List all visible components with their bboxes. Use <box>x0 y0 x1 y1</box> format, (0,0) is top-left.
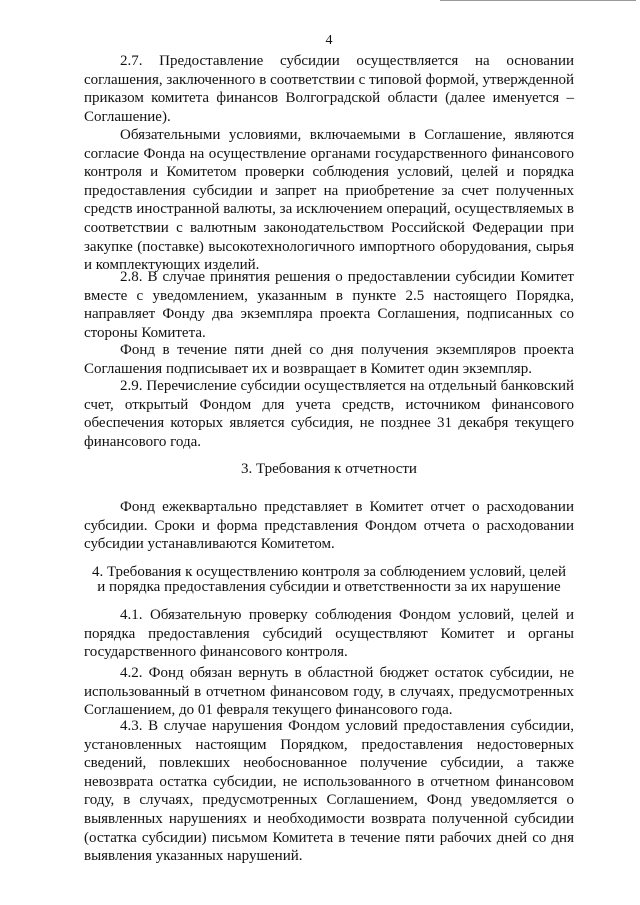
paragraph-4-3: 4.3. В случае нарушения Фондом условий предоставления субсидии, установленных настоящим Порядком, предоставления недостоверных сведений, повлекших необоснованное получение субсидии, а также невозврата остатка субсидии, не использованного в отчетном финансовом году, в случаях, предусмотренных Соглашением, Фонд уведомляется о выявленных нарушениях и необходимости возврата полученной субсидии (остатка субсидии) письмом Комитета в течение пяти рабочих дней со дня выявления указанных нарушений. <box>84 718 574 865</box>
top-edge-line <box>440 0 636 1</box>
page-number: 4 <box>325 33 333 48</box>
paragraph-2-8: 2.8. В случае принятия решения о предоставлении субсидии Комитет вместе с уведомлением, указанным в пункте 2.5 настоящего Порядка, направляет Фонду два экземпляра проекта Соглашения, подписанных со стороны Комитета. <box>84 269 574 341</box>
paragraph-section-3: Фонд ежеквартально представляет в Комитет отчет о расходовании субсидии. Сроки и форма представления Фондом отчета о расходовании субсидии устанавливаются Комитетом. <box>84 499 574 553</box>
section-3-heading: 3. Требования к отчетности <box>241 461 417 477</box>
paragraph-4-1: 4.1. Обязательную проверку соблюдения Фондом условий, целей и порядка предоставления субсидий осуществляют Комитет и органы государственного финансового контроля. <box>84 607 574 661</box>
paragraph-2-7: 2.7. Предоставление субсидии осуществляется на основании соглашения, заключенного в соответствии с типовой формой, утвержденной приказом комитета финансов Волгоградской области (далее именуется – Соглашение). <box>84 53 574 125</box>
section-4-heading-line2: и порядка предоставления субсидии и ответственности за их нарушение <box>97 579 561 595</box>
paragraph-2-8-signing: Фонд в течение пяти дней со дня получения экземпляров проекта Соглашения подписывает их и возвращает в Комитет один экземпляр. <box>84 342 574 377</box>
paragraph-2-7-conditions: Обязательными условиями, включаемыми в Соглашение, являются согласие Фонда на осуществление органами государственного финансового контроля и Комитетом проверки соблюдения условий, целей и порядка предоставления субсидии и запрет на приобретение за счет полученных средств иностранной валюты, за исключением операций, осуществляемых в соответствии с валютным законодательством Российской Федерации при закупке (поставке) высокотехнологичного импортного оборудования, сырья и комплектующих изделий. <box>84 127 574 274</box>
paragraph-2-9: 2.9. Перечисление субсидии осуществляется на отдельный банковский счет, открытый Фондом для учета средств, источником финансового обеспечения которых является субсидия, не позднее 31 декабря текущего финансового года. <box>84 378 574 450</box>
section-4-heading-line1: 4. Требования к осуществлению контроля за соблюдением условий, целей <box>91 564 567 580</box>
paragraph-4-2: 4.2. Фонд обязан вернуть в областной бюджет остаток субсидии, не использованный в отчетном финансовом году, в случаях, предусмотренных Соглашением, до 01 февраля текущего финансового года. <box>84 665 574 719</box>
